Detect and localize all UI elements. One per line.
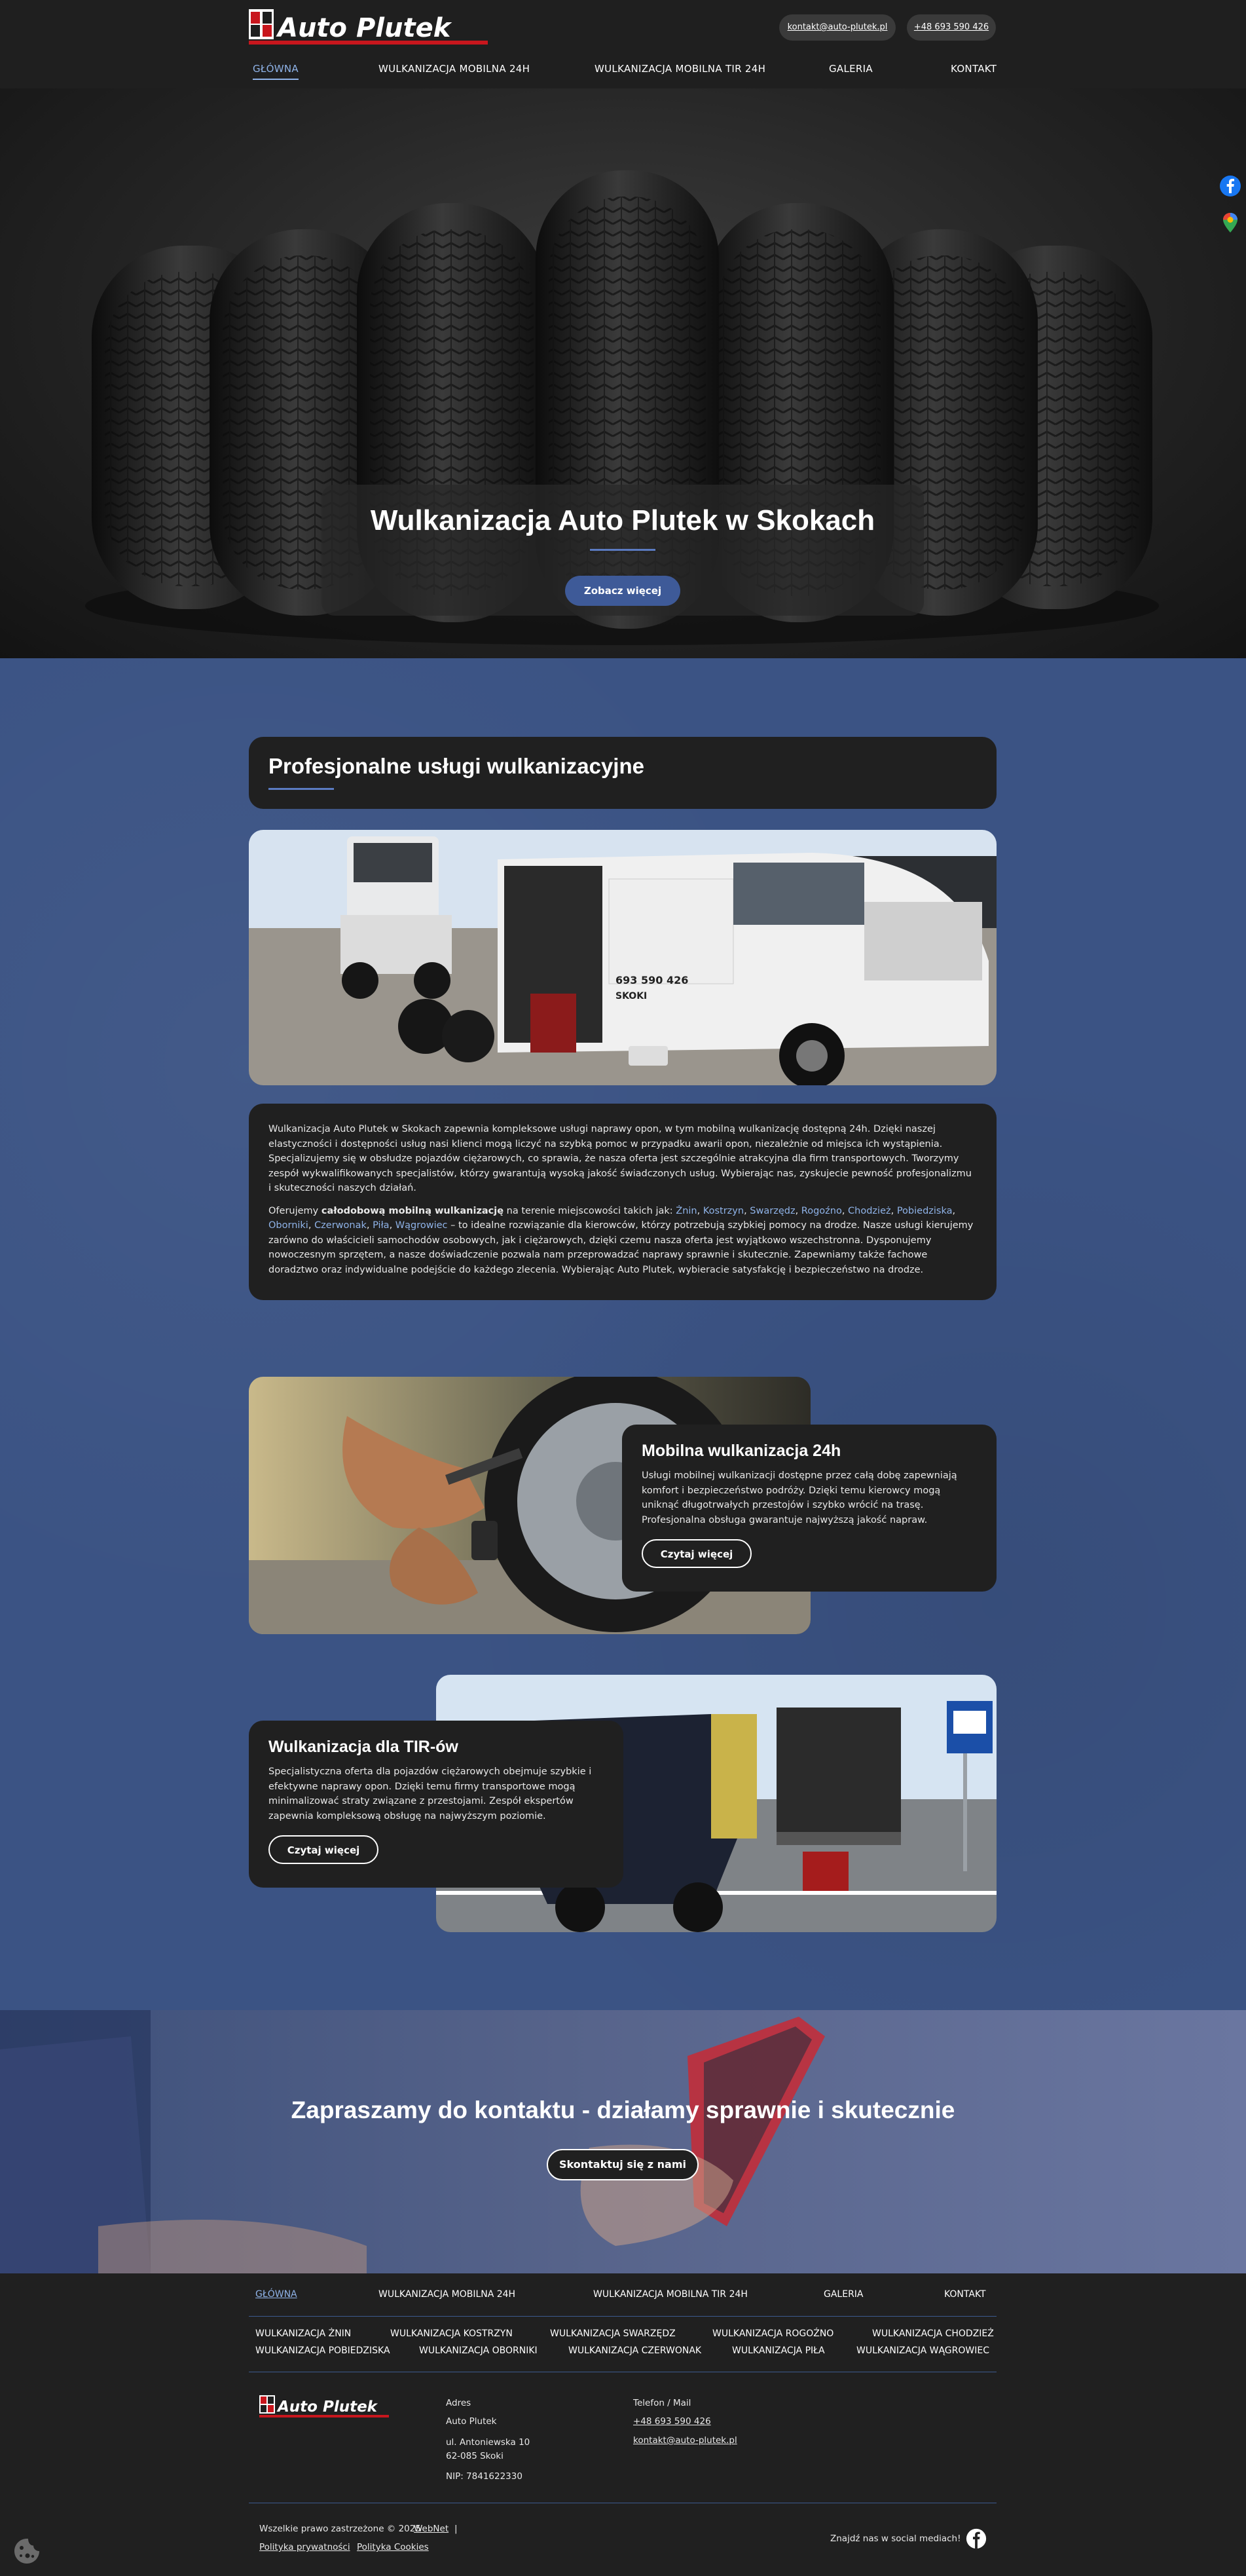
tir-read-more-button[interactable]: Czytaj więcej bbox=[268, 1835, 378, 1864]
heading-underline bbox=[268, 788, 334, 790]
p2-start: Oferujemy bbox=[268, 1205, 321, 1216]
footer-city-rogozno[interactable]: WULKANIZACJA ROGOŹNO bbox=[712, 2328, 834, 2339]
city-link-swarzedz[interactable]: Swarzędz bbox=[750, 1205, 796, 1216]
hero-section bbox=[0, 88, 1246, 658]
agency-link[interactable]: WebNet bbox=[414, 2524, 449, 2534]
tir-service-card bbox=[249, 1721, 623, 1888]
cookie-settings-icon[interactable] bbox=[12, 2536, 42, 2566]
footer-city-kostrzyn[interactable]: WULKANIZACJA KOSTRZYN bbox=[390, 2328, 513, 2339]
privacy-policy-link[interactable]: Polityka prywatności bbox=[259, 2542, 350, 2552]
footer-nav-gallery[interactable]: GALERIA bbox=[824, 2289, 864, 2300]
cta-title: Zapraszamy do kontaktu - działamy sprawnie i skutecznie bbox=[291, 2097, 955, 2123]
p2-end: – to idealne rozwiązanie dla kierowców, którzy potrzebują szybkiej pomocy na drodze. Nasze usługi kierujemy zarówno do właścicieli samochodów osobowych, jak i ciężarowych, dzięki czemu nasza oferta jest wyjątkowo wszechstronna. Dysponujemy nowoczesnym sprzętem, a nasze doświadczenie pozwala nam przeprowadzać naprawy sprawnie i skutecznie. Zapewniamy także fachowe doradztwo oraz indywidualne podejście do każdego zlecenia. Wybierając Auto Plutek, wybieracie satysfakcję i bezpieczeństwo na drodze. bbox=[268, 1220, 974, 1275]
auto-plutek-logo[interactable] bbox=[249, 9, 488, 47]
social-media-text: Znajdź nas w social mediach! bbox=[830, 2533, 961, 2544]
google-maps-icon[interactable] bbox=[1219, 211, 1242, 234]
city-link-oborniki[interactable]: Oborniki bbox=[268, 1220, 308, 1231]
address-postal: 62-085 Skoki bbox=[446, 2451, 504, 2461]
footer-logo[interactable] bbox=[259, 2395, 390, 2419]
contact-cta-section bbox=[0, 2010, 1246, 2273]
footer-city-swarzedz[interactable]: WULKANIZACJA SWARZĘDZ bbox=[550, 2328, 676, 2339]
city-link-pobiedziska[interactable]: Pobiedziska bbox=[896, 1205, 953, 1216]
hero-title: Wulkanizacja Auto Plutek w Skokach bbox=[370, 504, 875, 536]
nav-gallery[interactable]: GALERIA bbox=[829, 63, 873, 75]
p2-bold: całodobową mobilną wulkanizację bbox=[321, 1205, 504, 1216]
van-phone-decal: 693 590 426 bbox=[615, 974, 689, 986]
footer-nav-home[interactable]: GŁÓWNA bbox=[255, 2289, 297, 2300]
intro-paragraph-2: Oferujemy całodobową mobilną wulkanizację na terenie miejscowości takich jak: Żnin, Kostrzyn, Swarzędz, Rogoźno, Chodzież, Pobiedziska, Oborniki, Czerwonak, Piła, Wągrowiec – to idealne rozwiązanie dla kierowców, którzy potrzebują szybkiej pomocy na drodze. Nasze usługi kierujemy zarówno do właścicieli samochodów osobowych, jak i ciężarowych, dzięki czemu nasza oferta jest wyjątkowo wszechstronna. Dysponujemy nowoczesnym sprzętem, a nasze doświadczenie pozwala nam przeprowadzać naprawy sprawnie i skutecznie. Zapewniamy także fachowe doradztwo oraz indywidualne podejście do każdego zlecenia. Wybierając Auto Plutek, wybieracie satysfakcję i bezpieczeństwo na drodze. bbox=[268, 1205, 974, 1275]
p2-mid: na terenie miejscowości takich jak: bbox=[504, 1205, 676, 1216]
footer-city-chodziez[interactable]: WULKANIZACJA CHODZIEŻ bbox=[872, 2328, 994, 2339]
svg-text:Auto Plutek: Auto Plutek bbox=[278, 13, 451, 43]
footer-nav-mobile-24h[interactable]: WULKANIZACJA MOBILNA 24H bbox=[378, 2289, 516, 2300]
site-footer bbox=[0, 2273, 1246, 2576]
footer-nav-mobile-tir-24h[interactable]: WULKANIZACJA MOBILNA TIR 24H bbox=[593, 2289, 748, 2300]
site-header bbox=[0, 0, 1246, 88]
city-link-rogozno[interactable]: Rogoźno bbox=[801, 1205, 842, 1216]
city-link-kostrzyn[interactable]: Kostrzyn bbox=[703, 1205, 744, 1216]
nav-contact[interactable]: KONTAKT bbox=[951, 63, 997, 75]
main-navigation bbox=[249, 63, 995, 83]
nav-mobile-24h[interactable]: WULKANIZACJA MOBILNA 24H bbox=[378, 63, 530, 75]
footer-city-znin[interactable]: WULKANIZACJA ŻNIN bbox=[255, 2328, 352, 2339]
intro-text-box bbox=[249, 1104, 997, 1300]
mobile-read-more-button[interactable]: Czytaj więcej bbox=[642, 1539, 752, 1568]
van-town-decal: SKOKI bbox=[615, 991, 648, 1001]
city-link-wagrowiec[interactable]: Wągrowiec bbox=[395, 1220, 448, 1231]
footer-facebook-icon[interactable] bbox=[965, 2528, 987, 2550]
tir-service-text: Specjalistyczna oferta dla pojazdów ciężarowych obejmuje szybkie i efektywne naprawy opon. Dzięki temu firmy transportowe mogą minimalizować straty związane z przestojami. Zespół ekspertów zapewnia kompleksową obsługę na najwyższym poziomie. bbox=[268, 1766, 592, 1821]
contact-us-button[interactable]: Skontaktuj się z nami bbox=[547, 2149, 699, 2180]
nav-home[interactable]: GŁÓWNA bbox=[253, 63, 299, 75]
city-link-chodziez[interactable]: Chodzież bbox=[848, 1205, 891, 1216]
footer-city-oborniki[interactable]: WULKANIZACJA OBORNIKI bbox=[419, 2345, 538, 2356]
footer-separator: | bbox=[454, 2524, 458, 2534]
address-street: ul. Antoniewska 10 bbox=[446, 2437, 530, 2448]
mobile-service-title: Mobilna wulkanizacja 24h bbox=[642, 1442, 841, 1460]
contact-label: Telefon / Mail bbox=[633, 2398, 691, 2408]
address-company: Auto Plutek bbox=[446, 2416, 497, 2427]
footer-email-link[interactable]: kontakt@auto-plutek.pl bbox=[633, 2435, 737, 2446]
footer-city-wagrowiec[interactable]: WULKANIZACJA WĄGROWIEC bbox=[856, 2345, 989, 2356]
mobile-service-card bbox=[622, 1425, 997, 1592]
city-link-czerwonak[interactable]: Czerwonak bbox=[314, 1220, 367, 1231]
footer-city-pobiedziska[interactable]: WULKANIZACJA POBIEDZISKA bbox=[255, 2345, 390, 2356]
phone-hands-image bbox=[0, 2010, 1246, 2273]
footer-city-czerwonak[interactable]: WULKANIZACJA CZERWONAK bbox=[568, 2345, 702, 2356]
mobile-service-text: Usługi mobilnej wulkanizacji dostępne przez całą dobę zapewniają komfort i bezpieczeństwo podróży. Dzięki temu kierowcy mogą uniknąć długotrwałych przestojów i szybko wrócić na trasę. Profesjonalna obsługa gwarantuje najwyższą jakość napraw. bbox=[642, 1470, 957, 1525]
footer-divider bbox=[249, 2316, 997, 2317]
services-heading-box bbox=[249, 737, 997, 809]
city-link-znin[interactable]: Żnin bbox=[676, 1205, 697, 1216]
copyright-text: Wszelkie prawo zastrzeżone © 2025 bbox=[259, 2524, 421, 2534]
address-nip: NIP: 7841622330 bbox=[446, 2471, 522, 2482]
services-heading: Profesjonalne usługi wulkanizacyjne bbox=[268, 754, 644, 778]
cookies-policy-link[interactable]: Polityka Cookies bbox=[357, 2542, 429, 2552]
nav-mobile-tir-24h[interactable]: WULKANIZACJA MOBILNA TIR 24H bbox=[595, 63, 766, 75]
header-phone-link[interactable]: +48 693 590 426 bbox=[907, 14, 996, 41]
intro-paragraph-1: Wulkanizacja Auto Plutek w Skokach zapewnia kompleksowe usługi naprawy opon, w tym mobilną wulkanizację dostępną 24h. Dzięki naszej elastyczności i dostępności usług nasi klienci mogą liczyć na szybką pomoc w przypadku awarii opon, niezależnie od miejsca ich wystąpienia. Specjalizujemy się w obsłudze pojazdów ciężarowych, co sprawia, że nasza oferta jest szczególnie atrakcyjna dla firm transportowych. Tworzymy zespół wykwalifikowanych specjalistów, którzy gwarantują wysoką jakość świadczonych usług. Wybierając nas, zyskujecie pewność profesjonalizmu i skuteczności naszych działań. bbox=[268, 1124, 972, 1193]
footer-nav-contact[interactable]: KONTAKT bbox=[944, 2289, 986, 2300]
city-link-pila[interactable]: Piła bbox=[373, 1220, 390, 1231]
footer-phone-link[interactable]: +48 693 590 426 bbox=[633, 2416, 711, 2427]
address-label: Adres bbox=[446, 2398, 471, 2408]
svg-text:Auto Plutek: Auto Plutek bbox=[278, 2399, 377, 2416]
services-section bbox=[0, 658, 1246, 2010]
hero-caption bbox=[321, 485, 924, 616]
footer-city-pila[interactable]: WULKANIZACJA PIŁA bbox=[732, 2345, 825, 2356]
facebook-icon[interactable] bbox=[1219, 174, 1242, 198]
title-underline bbox=[590, 549, 655, 551]
see-more-button[interactable]: Zobacz więcej bbox=[565, 576, 680, 606]
tir-service-title: Wulkanizacja dla TIR-ów bbox=[268, 1738, 458, 1756]
header-email-link[interactable]: kontakt@auto-plutek.pl bbox=[779, 14, 896, 41]
van-truck-photo bbox=[249, 830, 997, 1085]
